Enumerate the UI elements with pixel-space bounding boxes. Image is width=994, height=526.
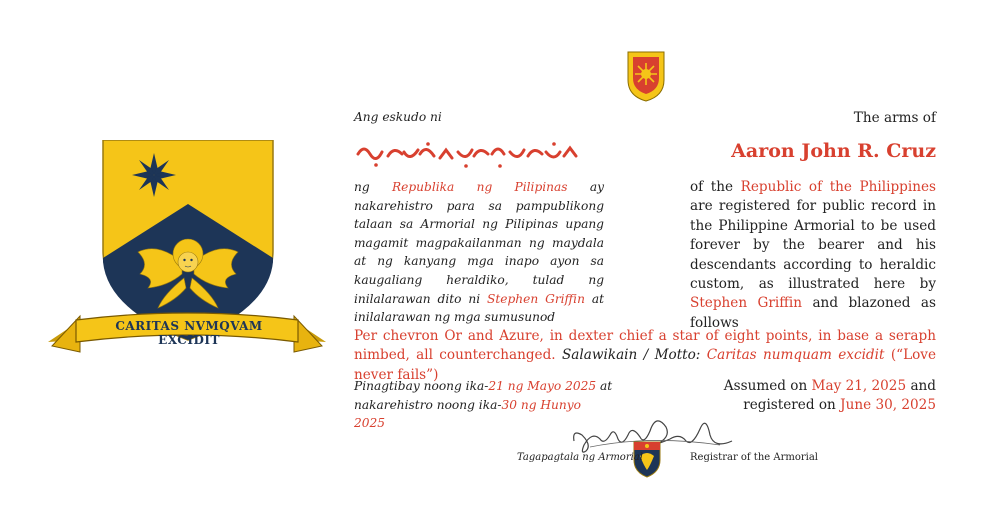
registered-prefix-filipino: nakarehistro noong ika- (354, 397, 502, 412)
registered-date-filipino: 30 ng Hunyo 2025 (354, 397, 581, 431)
arms-of-label-english: The arms of (853, 110, 936, 126)
registered-prefix-english: registered on (743, 397, 836, 414)
registered-date-english: June 30, 2025 (840, 397, 936, 414)
baybayin-script-rendering (354, 140, 584, 170)
body-middle-filipino: ay nakarehistro para sa pampublikong talaan sa Armorial ng Pilipinas upang magamit magpakailanman ng maydala at ng kanyang mga inapo ayon sa kaugaliang heraldiko, tulad ng inilalarawan dito ni (354, 180, 605, 306)
body-suffix-filipino: at inilalarawan ng mga sumusunod (354, 291, 605, 325)
registrar-label-filipino: Tagapagtala ng Armorial (517, 452, 643, 463)
body-suffix-english: and blazoned as follows (690, 295, 936, 331)
assumed-suffix-filipino: at (600, 379, 613, 393)
republic-link-english: Republic of the Philippines (740, 179, 936, 195)
philippine-armorial-emblem-icon (626, 50, 666, 102)
arms-of-label-filipino: Ang eskudo ni (354, 110, 442, 124)
motto-label: Salawikain / Motto: (561, 347, 701, 364)
assumed-suffix-english: and (910, 378, 936, 394)
assumed-date-filipino: 21 ng Mayo 2025 (488, 379, 597, 393)
assumed-prefix-english: Assumed on (723, 378, 808, 394)
assumed-date-english: May 21, 2025 (811, 378, 907, 394)
registrar-label-english: Registrar of the Armorial (690, 452, 818, 463)
blazon-description: Per chevron Or and Azure, in dexter chief a star of eight points, in base a seraph nimbed, all counterchanged. (354, 328, 936, 364)
registration-text-english (690, 178, 936, 333)
motto-translation: (“Love never fails”) (354, 347, 937, 383)
bearer-name: Aaron John R. Cruz (731, 140, 936, 162)
arms-motto-scroll-text: CARITAS NVMQVAM EXCIDIT (115, 319, 263, 347)
registration-text-filipino (354, 178, 604, 327)
artist-name-filipino: Stephen Griffin (487, 291, 585, 306)
bearer-name-baybayin (354, 140, 584, 170)
body-prefix-english: of the (690, 179, 734, 195)
assumed-prefix-filipino: Pinagtibay noong ika- (354, 379, 489, 393)
artist-name-english: Stephen Griffin (690, 295, 802, 312)
motto-latin: Caritas numquam excidit (706, 347, 885, 364)
body-middle-english: are registered for public record in the Philippine Armorial to be used forever by the bearer and his descendants according to heraldic custom, as illustrated here by (690, 198, 936, 293)
body-prefix-filipino: ng (354, 180, 370, 194)
republic-link-filipino: Republika ng Pilipinas (391, 180, 568, 194)
